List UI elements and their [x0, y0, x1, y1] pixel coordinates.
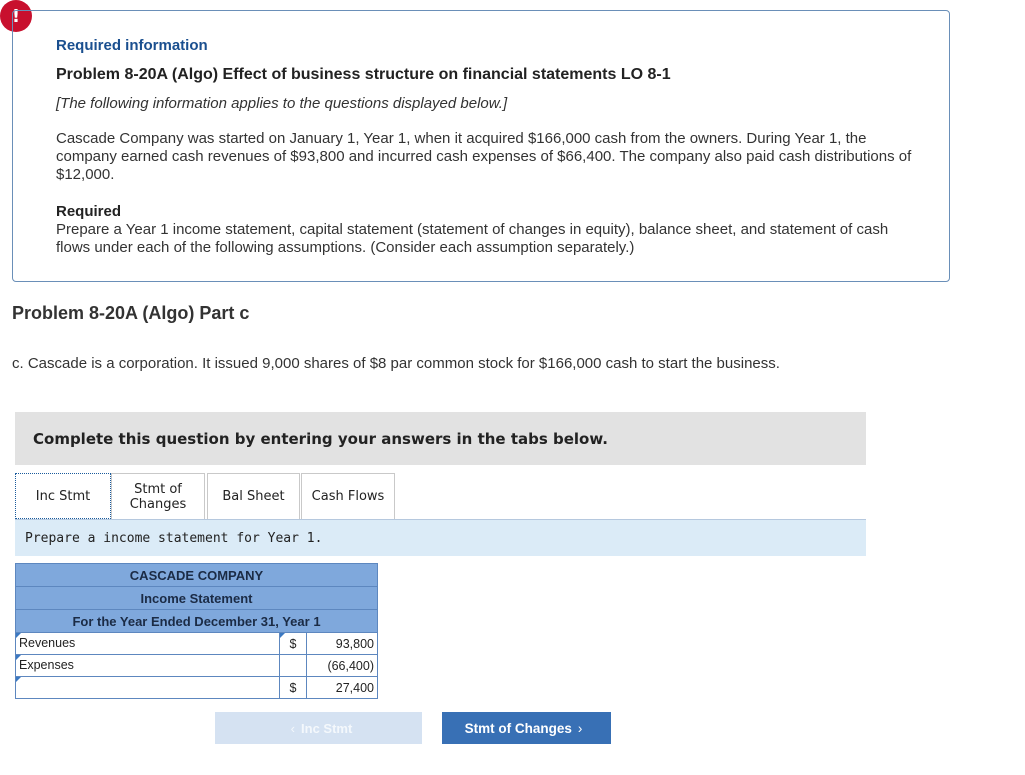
expenses-amount-input[interactable]: (66,400): [307, 655, 378, 677]
net-income-amount-input[interactable]: 27,400: [307, 677, 378, 699]
part-question: c. Cascade is a corporation. It issued 9,000 shares of $8 par common stock for $166,000 cash to start the business.: [12, 355, 780, 372]
required-heading: Required: [56, 203, 122, 220]
revenues-amount-input[interactable]: 93,800: [307, 633, 378, 655]
row-label[interactable]: Expenses: [19, 658, 74, 672]
row-label[interactable]: Revenues: [19, 636, 76, 650]
statement-name: Income Statement: [16, 587, 378, 610]
dropdown-marker-icon: [16, 677, 21, 682]
required-text: Prepare a Year 1 income statement, capital statement (statement of changes in equity), balance sheet, and statement of cash flows under each of the following assumptions. (Consider each assumption separately.): [56, 221, 889, 256]
alert-icon: !: [0, 0, 32, 32]
prompt-text: Prepare a income statement for Year 1.: [25, 530, 323, 546]
next-tab-button[interactable]: [442, 712, 611, 744]
revenues-dollar-cell: [280, 633, 307, 655]
dollar-sign: $: [289, 636, 297, 651]
dropdown-marker-icon: [16, 633, 21, 638]
tab-inc-stmt[interactable]: Inc Stmt: [15, 473, 111, 519]
instruction-bar: [15, 412, 866, 465]
revenues-label-cell[interactable]: [16, 633, 280, 655]
table-row: [16, 633, 378, 655]
dropdown-marker-icon: [16, 655, 21, 660]
chevron-left-icon: ‹: [290, 720, 296, 736]
scenario-text: Cascade Company was started on January 1, Year 1, when it acquired $166,000 cash from the owners. During Year 1, the company earned cash revenues of $93,800 and incurred cash expenses of $66,400. The company also paid cash distributions of $12,000.: [56, 130, 912, 183]
next-tab-label: Stmt of Changes: [464, 720, 572, 736]
row-label[interactable]: [19, 677, 279, 698]
prev-tab-button[interactable]: [215, 712, 422, 744]
required-info-box: [12, 10, 950, 282]
table-row: [16, 655, 378, 677]
company-name: CASCADE COMPANY: [16, 564, 378, 587]
part-title: Problem 8-20A (Algo) Part c: [12, 303, 250, 323]
prev-tab-label: Inc Stmt: [301, 720, 353, 736]
problem-title: Problem 8-20A (Algo) Effect of business structure on financial statements LO 8-1: [56, 66, 671, 83]
expenses-dollar-cell: [280, 655, 307, 677]
net-income-dollar-cell: [280, 677, 307, 699]
tab-cash-flows[interactable]: Cash Flows: [301, 473, 395, 519]
chevron-right-icon: ›: [577, 720, 583, 736]
expenses-label-cell[interactable]: [16, 655, 280, 677]
tab-bal-sheet[interactable]: Bal Sheet: [207, 473, 300, 519]
net-income-label-cell[interactable]: [16, 677, 280, 699]
prompt-bar: [15, 520, 866, 556]
required-info-heading: Required information: [56, 37, 208, 54]
dollar-sign: $: [289, 680, 297, 695]
income-statement-table: [15, 563, 378, 699]
applies-note: [The following information applies to the questions displayed below.]: [56, 95, 508, 112]
instruction-text: Complete this question by entering your answers in the tabs below.: [33, 429, 608, 448]
dropdown-marker-icon: [280, 633, 285, 638]
table-row: [16, 677, 378, 699]
statement-period: For the Year Ended December 31, Year 1: [16, 610, 378, 633]
tab-stmt-of-changes[interactable]: Stmt of Changes: [111, 473, 205, 519]
